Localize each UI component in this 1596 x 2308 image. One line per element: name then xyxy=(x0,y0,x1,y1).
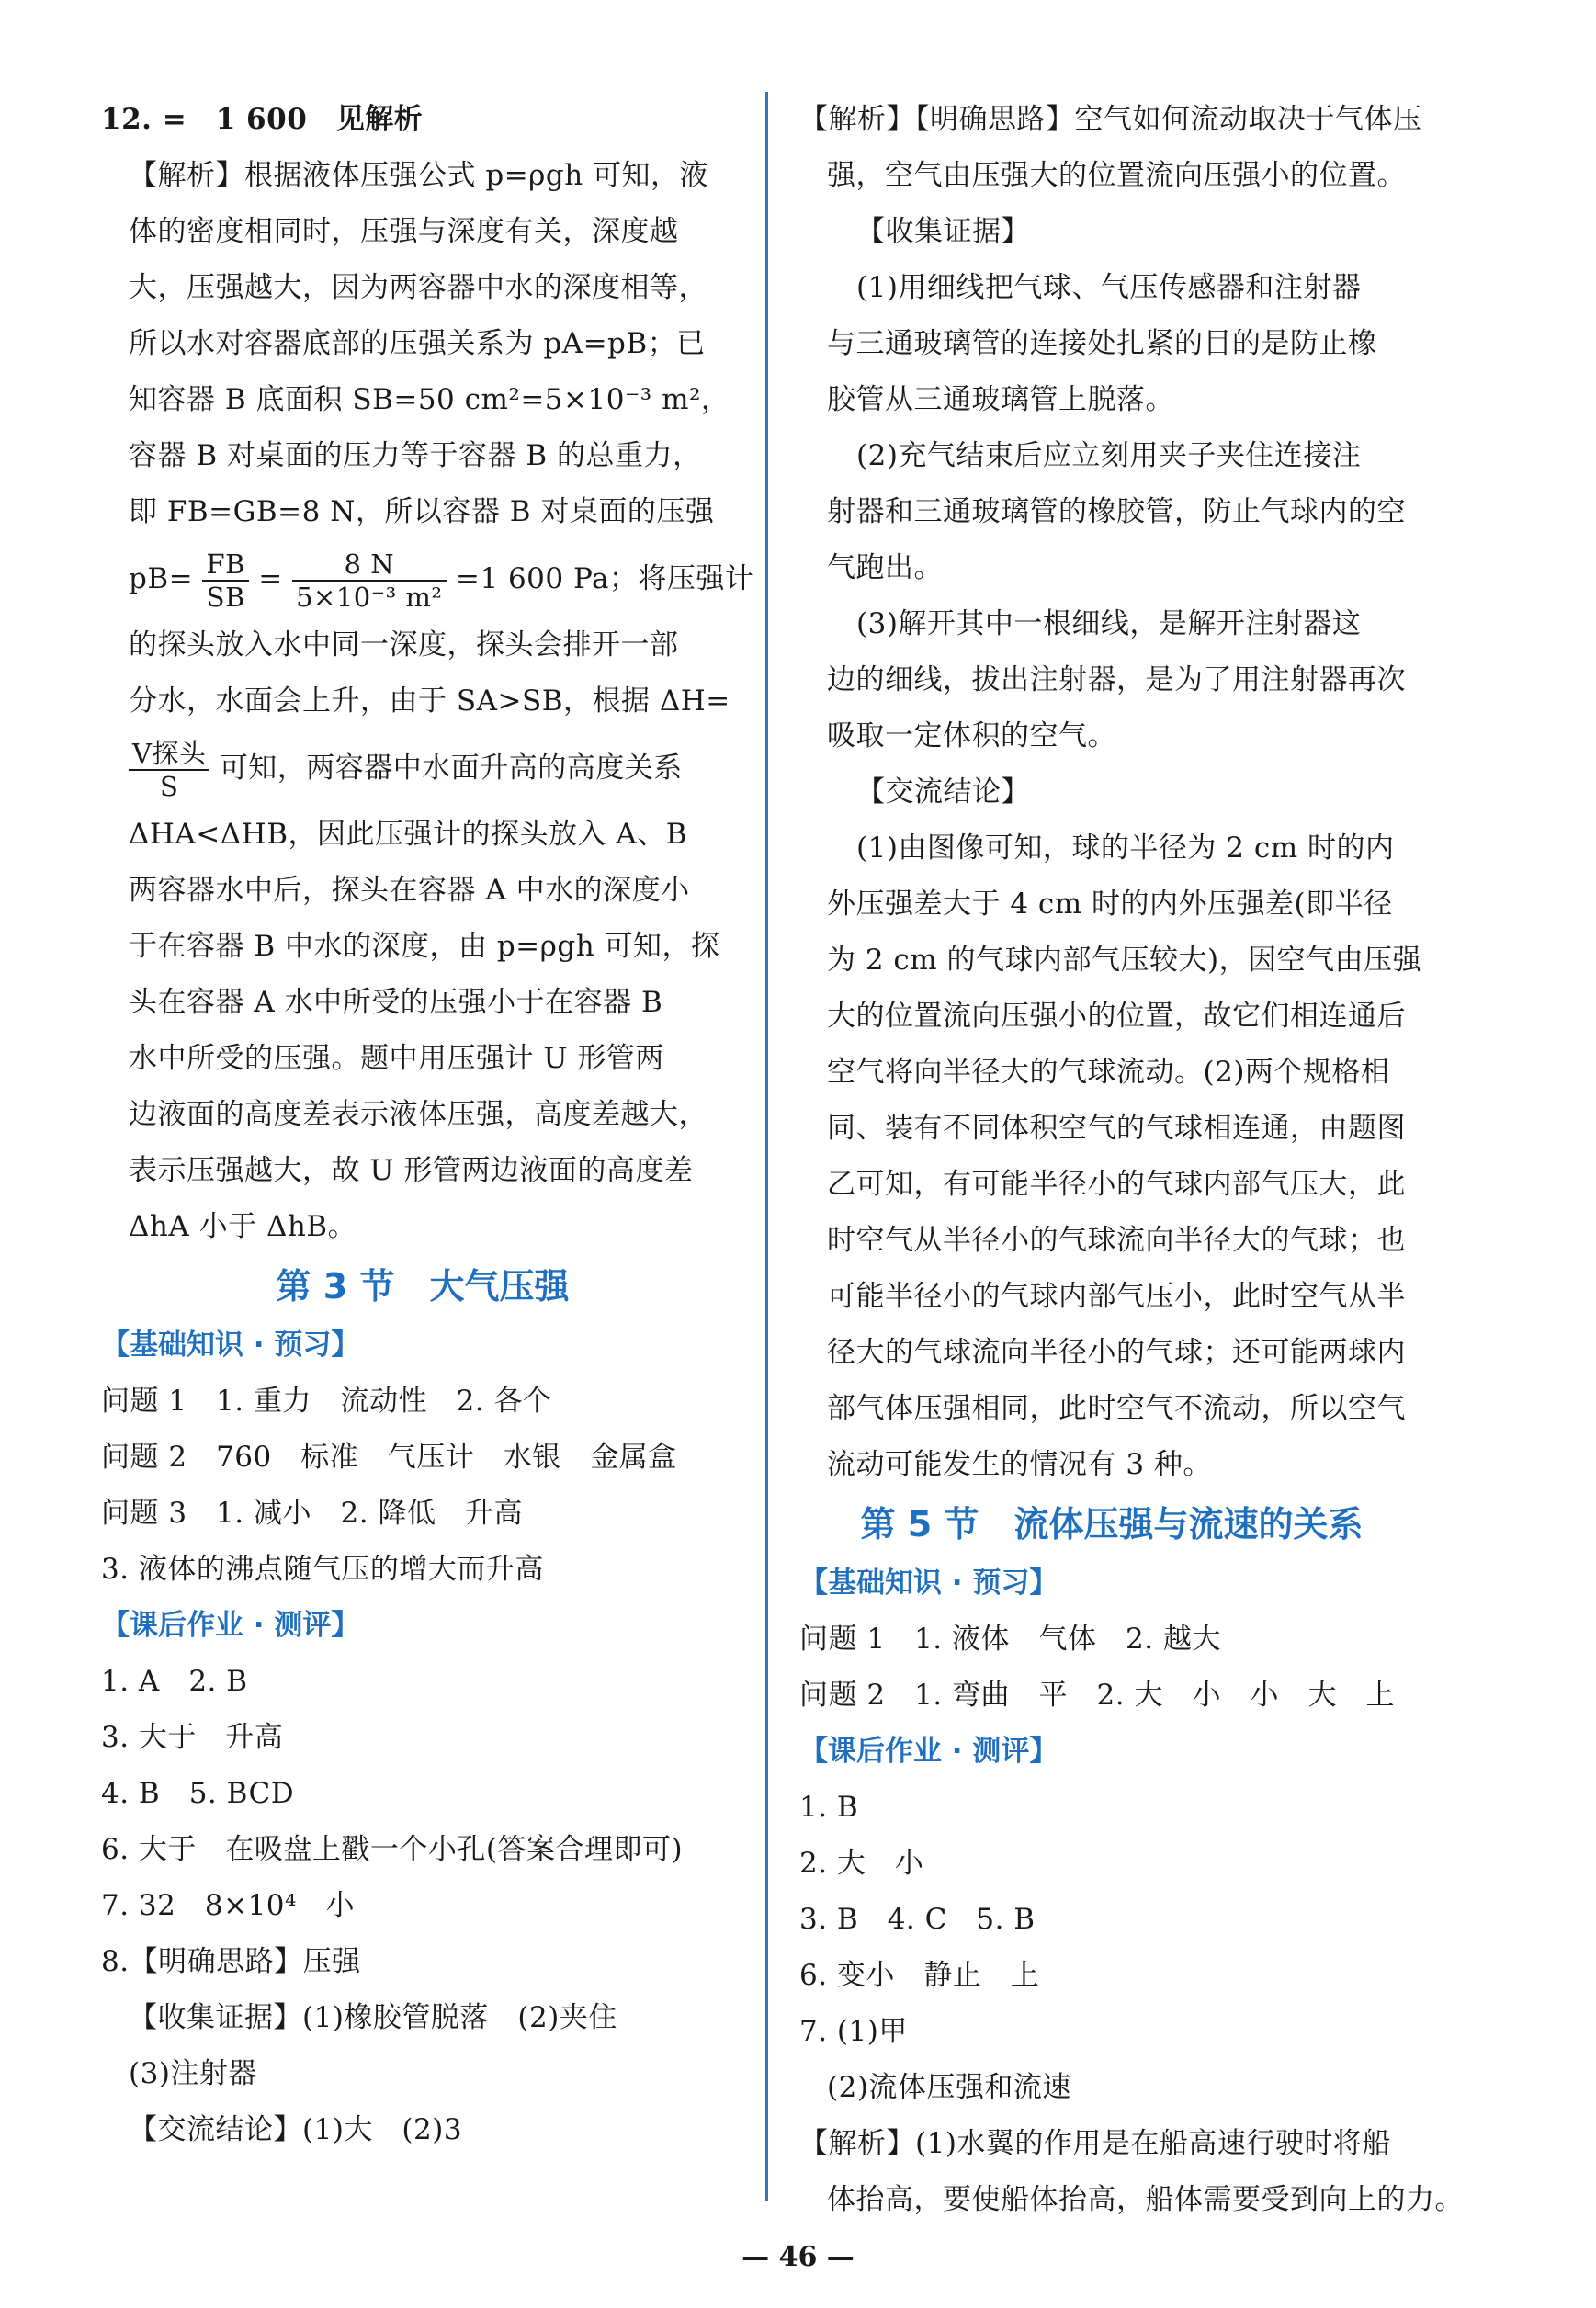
analysis-line: 体的密度相同时，压强与深度有关，深度越 xyxy=(129,215,679,248)
tag-homework: 【课后作业 · 测评】 xyxy=(799,1735,1058,1768)
analysis-line: 大的位置流向压强小的位置，故它们相连通后 xyxy=(827,1000,1406,1033)
analysis-line: 所以水对容器底部的压强关系为 pA=pB；已 xyxy=(129,327,706,360)
analysis-line: 胶管从三通玻璃管上脱落。 xyxy=(827,383,1174,416)
right-column xyxy=(799,92,1464,2228)
analysis-line: 射器和三通玻璃管的橡胶管，防止气球内的空 xyxy=(827,495,1406,528)
analysis-line: 流动可能发生的情况有 3 种。 xyxy=(827,1448,1212,1481)
fraction-denominator: SB xyxy=(206,581,245,613)
answer-line: 3. 大于 升高 xyxy=(101,1721,284,1754)
analysis-line: 可能半径小的气球内部气压小，此时空气从半 xyxy=(827,1280,1406,1313)
question-line: 问题 2 1. 弯曲 平 2. 大 小 小 大 上 xyxy=(799,1679,1395,1712)
section-title-3: 第 3 节 大气压强 xyxy=(276,1266,570,1307)
fraction-values xyxy=(292,549,446,613)
formula-eq: = xyxy=(258,562,283,595)
answer-line: 7. (1)甲 xyxy=(799,2015,908,2048)
analysis-line: 【收集证据】 xyxy=(856,215,1030,248)
formula-line-2 xyxy=(101,730,744,807)
left-column xyxy=(101,92,754,2158)
answer-line: 3. B 4. C 5. B xyxy=(799,1903,1036,1936)
formula-line xyxy=(101,540,754,617)
analysis-line: (3)解开其中一根细线，是解开注射器这 xyxy=(856,607,1362,640)
analysis-line: 水中所受的压强。题中用压强计 U 形管两 xyxy=(129,1042,664,1075)
answer-line: 4. B 5. BCD xyxy=(101,1777,295,1810)
analysis-line: (1)由图像可知，球的半径为 2 cm 时的内 xyxy=(856,832,1395,865)
question-line: 问题 3 1. 减小 2. 降低 升高 xyxy=(101,1497,523,1530)
analysis-line: 强，空气由压强大的位置流向压强小的位置。 xyxy=(827,159,1406,192)
question-line: 3. 液体的沸点随气压的增大而升高 xyxy=(101,1553,544,1586)
fraction-numerator: 8 N xyxy=(292,549,446,582)
formula-rest: 可知，两容器中水面升高的高度关系 xyxy=(219,752,683,785)
analysis-line: 即 FB=GB=8 N，所以容器 B 对桌面的压强 xyxy=(129,495,715,528)
answer-line: 1. B xyxy=(799,1791,859,1824)
analysis-line: 体抬高，要使船体抬高，船体需要受到向上的力。 xyxy=(827,2183,1464,2216)
answer-line: 2. 大 小 xyxy=(799,1847,924,1880)
analysis-line: 知容器 B 底面积 SB=50 cm²=5×10⁻³ m²， xyxy=(129,383,730,416)
tag-basic-knowledge: 【基础知识 · 预习】 xyxy=(799,1567,1058,1600)
answer-12: 12. = 1 600 见解析 xyxy=(101,103,424,136)
answer-line: 【收集证据】(1)橡胶管脱落 (2)夹住 xyxy=(129,2001,617,2034)
analysis-line: 【解析】(1)水翼的作用是在船高速行驶时将船 xyxy=(799,2127,1391,2160)
analysis-line: 两容器水中后，探头在容器 A 中水的深度小 xyxy=(129,874,690,907)
analysis-line: 乙可知，有可能半径小的气球内部气压大，此 xyxy=(827,1168,1406,1201)
analysis-line: 同、装有不同体积空气的气球相连通，由题图 xyxy=(827,1112,1406,1145)
fraction-denominator: 5×10⁻³ m² xyxy=(296,581,443,613)
analysis-line: 空气将向半径大的气球流动。(2)两个规格相 xyxy=(827,1056,1390,1089)
page-number: — 46 — xyxy=(741,2241,855,2273)
analysis-line: 【解析】【明确思路】空气如何流动取决于气体压 xyxy=(799,103,1422,136)
analysis-line: 于在容器 B 中水的深度，由 p=ρgh 可知，探 xyxy=(129,930,720,963)
analysis-line: 时空气从半径小的气球流向半径大的气球；也 xyxy=(827,1224,1406,1257)
answer-line: 【交流结论】(1)大 (2)3 xyxy=(129,2113,463,2146)
fraction-numerator: V探头 xyxy=(129,738,209,771)
answer-line: 6. 大于 在吸盘上戳一个小孔(答案合理即可) xyxy=(101,1833,684,1866)
fraction-v-over-s xyxy=(129,738,209,802)
tag-homework: 【课后作业 · 测评】 xyxy=(101,1609,360,1642)
analysis-line: (2)充气结束后应立刻用夹子夹住连接注 xyxy=(856,439,1362,472)
analysis-line: 大，压强越大，因为两容器中水的深度相等， xyxy=(129,271,707,304)
formula-lhs: pB= xyxy=(129,562,194,595)
analysis-line: 【解析】根据液体压强公式 p=ρgh 可知，液 xyxy=(129,159,709,192)
analysis-line: ΔHA<ΔHB，因此压强计的探头放入 A、B xyxy=(129,818,688,851)
question-line: 问题 1 1. 液体 气体 2. 越大 xyxy=(799,1623,1221,1656)
analysis-line: 为 2 cm 的气球内部气压较大)，因空气由压强 xyxy=(827,944,1422,977)
answer-line: 1. A 2. B xyxy=(101,1665,248,1698)
analysis-line: 【交流结论】 xyxy=(856,775,1030,809)
answer-line: (2)流体压强和流速 xyxy=(827,2071,1071,2104)
analysis-line: 气跑出。 xyxy=(827,551,943,584)
analysis-line: 分水，水面会上升，由于 SA>SB，根据 ΔH= xyxy=(129,684,730,718)
analysis-line: 吸取一定体积的空气。 xyxy=(827,719,1116,752)
analysis-line: 边的细线，拔出注射器，是为了用注射器再次 xyxy=(827,663,1406,696)
section-title-5: 第 5 节 流体压强与流速的关系 xyxy=(860,1504,1364,1544)
analysis-line: 容器 B 对桌面的压力等于容器 B 的总重力， xyxy=(129,439,702,472)
question-line: 问题 2 760 标准 气压计 水银 金属盒 xyxy=(101,1441,677,1474)
analysis-line: 边液面的高度差表示液体压强，高度差越大， xyxy=(129,1098,707,1131)
analysis-line: 径大的气球流向半径小的气球；还可能两球内 xyxy=(827,1336,1406,1369)
answer-line: 7. 32 8×10⁴ 小 xyxy=(101,1889,355,1922)
column-divider xyxy=(765,92,768,2201)
fraction-denominator: S xyxy=(160,770,179,802)
analysis-line: 头在容器 A 水中所受的压强小于在容器 B xyxy=(129,986,663,1019)
analysis-line: (1)用细线把气球、气压传感器和注射器 xyxy=(856,271,1362,304)
analysis-line: 与三通玻璃管的连接处扎紧的目的是防止橡 xyxy=(827,327,1377,360)
analysis-line: 部气体压强相同，此时空气不流动，所以空气 xyxy=(827,1392,1406,1425)
fraction-f-over-s xyxy=(202,549,248,613)
answer-line: 8.【明确思路】压强 xyxy=(101,1945,361,1978)
formula-rest: =1 600 Pa；将压强计 xyxy=(455,562,754,595)
analysis-line: 表示压强越大，故 U 形管两边液面的高度差 xyxy=(129,1154,694,1187)
analysis-line: 的探头放入水中同一深度，探头会排开一部 xyxy=(129,628,679,662)
analysis-line: 外压强差大于 4 cm 时的内外压强差(即半径 xyxy=(827,888,1393,921)
answer-line: (3)注射器 xyxy=(129,2057,257,2090)
question-line: 问题 1 1. 重力 流动性 2. 各个 xyxy=(101,1385,552,1418)
tag-basic-knowledge: 【基础知识 · 预习】 xyxy=(101,1329,360,1362)
answer-line: 6. 变小 静止 上 xyxy=(799,1959,1040,1992)
analysis-line: ΔhA 小于 ΔhB。 xyxy=(129,1210,357,1243)
fraction-numerator: FB xyxy=(202,549,248,582)
